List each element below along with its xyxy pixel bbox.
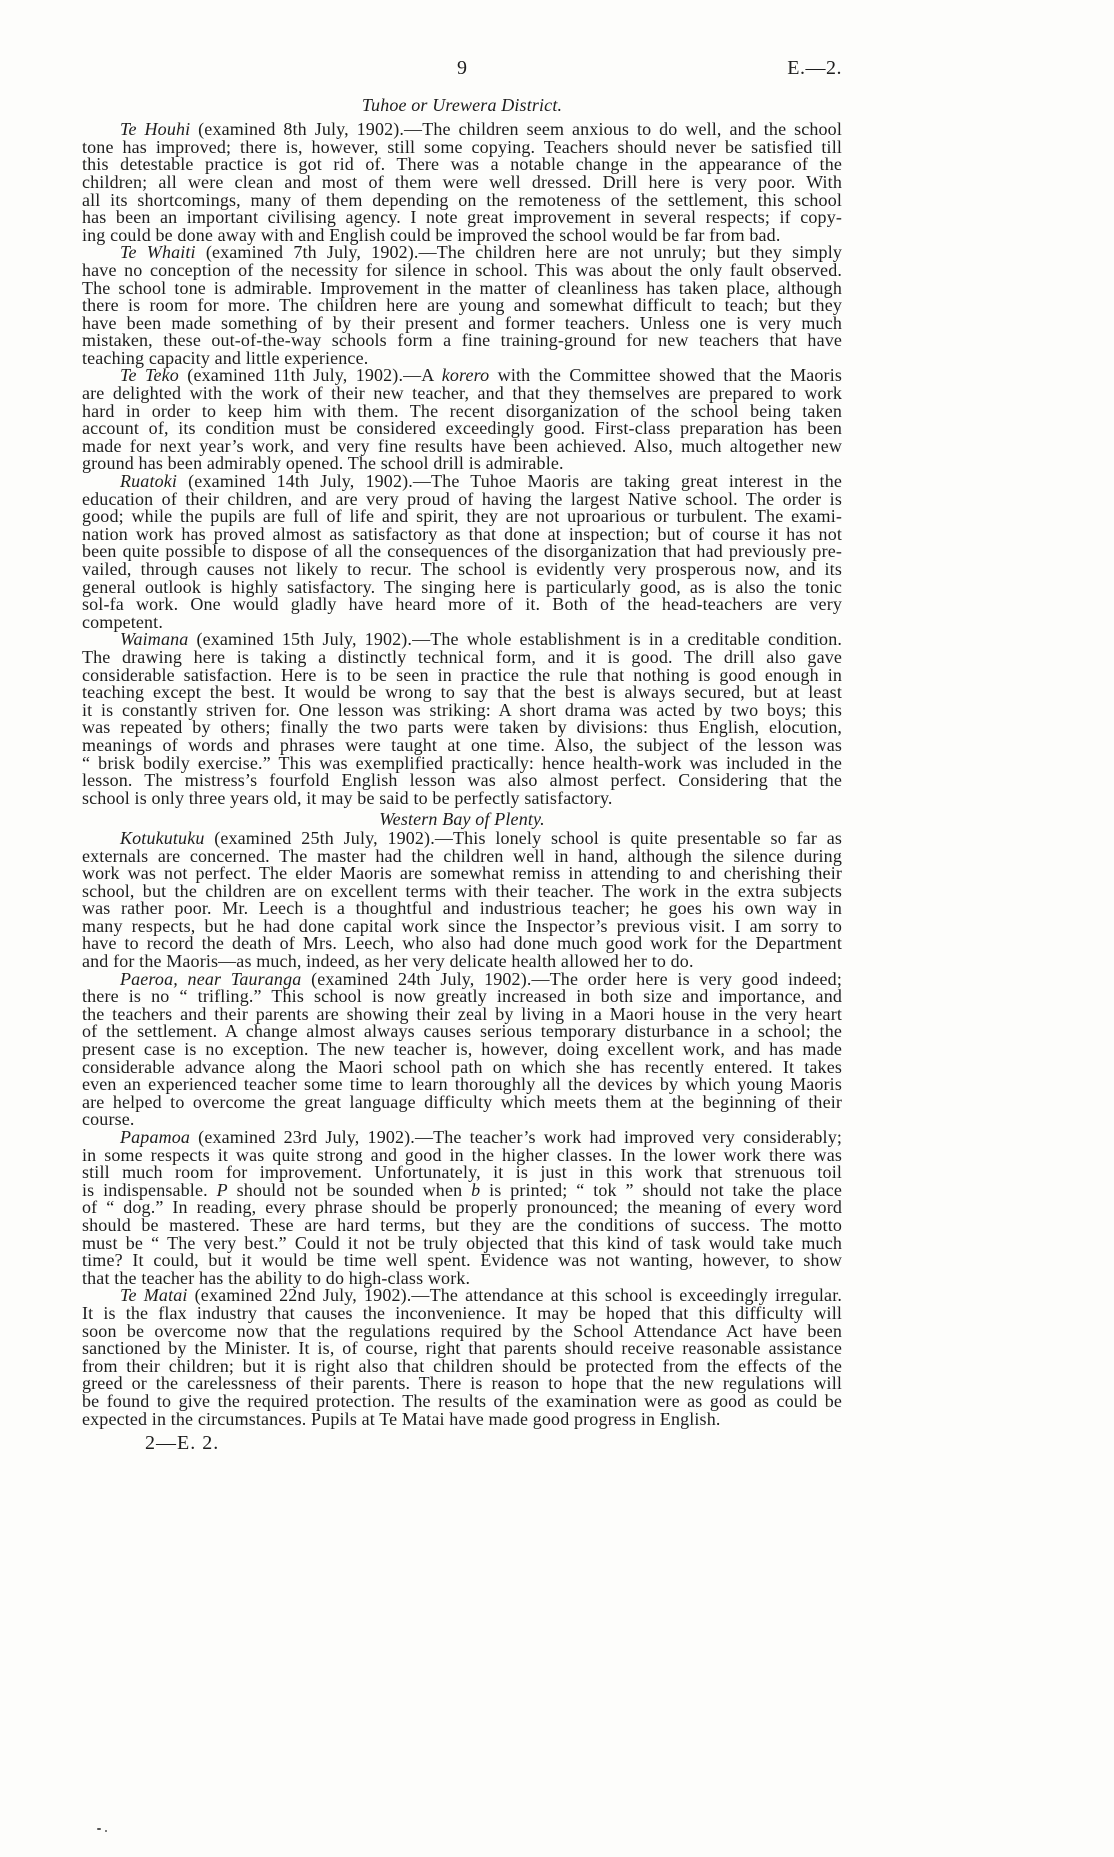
text-line: education of their children, and are very proud of having the largest Native school. The order is (82, 488, 842, 509)
running-head (82, 56, 842, 80)
text-line: even an experienced teacher some time to learn thoroughly all the devices by which young Maoris (82, 1074, 842, 1095)
text-segment: (examined 23rd July, 1902).—The teacher’s work had improved very considerably; (190, 1127, 842, 1147)
school-name: Ruatoki (120, 471, 178, 492)
text-line: competent. (82, 611, 163, 632)
text-line: The drawing here is taking a distinctly technical form, and it is good. The drill also gave (82, 646, 842, 667)
text-line: of “ dog.” In reading, every phrase should be properly pronounced; the meaning of every word (82, 1197, 842, 1218)
emphasis-text: korero (441, 365, 490, 386)
report-paragraph (82, 968, 842, 1130)
report-paragraph (82, 367, 842, 473)
text-line: school, but the children are on excellent terms with their teacher. The work in the extra subjects (82, 880, 842, 901)
text-line: lesson. The mistress’s fourfold English lesson was also almost perfect. Considering that the (82, 770, 842, 791)
school-name: Papamoa (120, 1127, 191, 1147)
text-line: meanings of words and phrases were taught at one time. Also, the subject of the lesson was (82, 734, 842, 755)
text-line: The school tone is admirable. Improvement in the matter of cleanliness has taken place, although (82, 277, 842, 298)
report-reference: E.—2. (787, 57, 842, 79)
text-line: there is room for more. The children here are young and somewhat difficult to teach; but they (82, 295, 842, 316)
text-line: of the settlement. A change almost always causes serious temporary disturbance in a school; the (82, 1021, 842, 1042)
school-name: Kotukutuku (120, 827, 205, 848)
text-line: many respects, but he had done capital work since the Inspector’s previous visit. I am sorry to (82, 915, 842, 936)
text-line: from their children; but it is right also that children should be protected from the effects of the (82, 1355, 842, 1376)
text-line: considerable satisfaction. Here is to be seen in practice the rule that nothing is good enough in (82, 664, 842, 685)
text-line: mistaken, these out-of-the-way schools form a fine training-ground for new teachers that have (82, 330, 842, 351)
text-segment: (examined 15th July, 1902).—The whole establishment is in a creditable condition. (188, 629, 842, 650)
text-line: should be mastered. These are hard terms, but they are the conditions of success. The motto (82, 1214, 842, 1235)
text-line: vailed, through causes not likely to recur. The school is evidently very prosperous now, and its (82, 559, 842, 580)
text-line: must be “ The very best.” Could it not be truly objected that this kind of task would take much (82, 1232, 842, 1253)
report-paragraph (82, 121, 842, 244)
school-name: Te Matai (120, 1285, 188, 1306)
text-line: all its shortcomings, many of them depending on the remoteness of the settlement, this school (82, 189, 842, 210)
emphasis-text: P (216, 1179, 228, 1200)
report-paragraph (82, 473, 842, 631)
text-segment: (examined 24th July, 1902).—The order here is very good indeed; (301, 968, 842, 989)
text-line: made for next year’s work, and very fine results have been achieved. Also, much altogether new (82, 435, 842, 456)
text-line: it is constantly striven for. One lesson was striking: A short drama was acted by two boys; this (82, 699, 842, 720)
school-name: Paeroa, near Tauranga (120, 968, 302, 989)
report-paragraph (82, 1287, 842, 1428)
text-segment: (examined 7th July, 1902).—The children here are not unruly; but they simply (195, 242, 842, 263)
text-segment: (examined 8th July, 1902).—The children seem anxious to do well, and the school (190, 119, 842, 140)
section-paragraphs (82, 827, 842, 1429)
text-line: in some respects it was quite strong and good in the higher classes. In the lower work there was (82, 1144, 842, 1165)
text-line: children; all were clean and most of them were well dressed. Drill here is very poor. With (82, 171, 842, 192)
text-line: there is no “ trifling.” This school is now greatly increased in both size and importance, and (82, 986, 842, 1007)
text-line: “ brisk bodily exercise.” This was exemplified practically: hence health-work was included in the (82, 752, 842, 773)
report-body (82, 97, 842, 1428)
text-line: was repeated by others; finally the two parts were taken by divisions: thus English, elocution, (82, 717, 842, 738)
text-line: school is only three years old, it may be said to be perfectly satisfactory. (82, 787, 613, 808)
text-line: has been an important civilising agency. I note great improvement in several respects; if copy- (82, 207, 842, 228)
text-line: teaching capacity and little experience. (82, 347, 369, 368)
text-line: account of, its condition must be considered exceedingly good. First-class preparation has been (82, 418, 842, 439)
text-line: externals are concerned. The master had the children well in hand, although the silence during (82, 845, 842, 866)
text-line: soon be overcome now that the regulations required by the School Attendance Act have been (82, 1320, 842, 1341)
text-line: teaching except the best. It would be wrong to say that the best is always secured, but at least (82, 682, 842, 703)
school-name: Te Whaiti (120, 242, 196, 263)
text-line: been quite possible to dispose of all the consequences of the disorganization that had previously pre- (82, 541, 842, 562)
district-section (82, 97, 842, 807)
text-line: course. (82, 1109, 135, 1130)
report-paragraph (82, 631, 842, 807)
text-line: It is the flax industry that causes the inconvenience. It may be hoped that this difficulty will (82, 1302, 842, 1323)
report-paragraph (82, 244, 842, 367)
scan-mark (97, 1827, 111, 1833)
text-line: sanctioned by the Minister. It is, of course, right that parents should receive reasonable assistance (82, 1338, 842, 1359)
text-line: considerable advance along the Maori school path on which she has recently entered. It takes (82, 1056, 842, 1077)
text-segment: should not be sounded when (227, 1179, 472, 1200)
text-line: still much room for improvement. Unfortunately, it is just in this work that strenuous toil (82, 1162, 842, 1183)
text-line: hard in order to keep him with them. The recent disorganization of the school being taken (82, 400, 842, 421)
text-line: the teachers and their parents are showing their zeal by living in a Maori house in the very heart (82, 1003, 842, 1024)
text-line: have been made something of by their present and former teachers. Unless one is very much (82, 312, 842, 333)
text-line: sol-fa work. One would gladly have heard more of it. Both of the head-teachers are very (82, 594, 842, 615)
text-line: good; while the pupils are full of life and spirit, they are not uproarious or turbulent. The exami- (82, 506, 842, 527)
section-heading: Western Bay of Plenty. (379, 808, 545, 829)
text-line: was rather poor. Mr. Leech is a thoughtful and industrious teacher; he goes his own way in (82, 898, 842, 919)
text-line: greed or the carelessness of their parents. There is reason to hope that the new regulations will (82, 1373, 842, 1394)
text-line: time? It could, but it would be time well spent. Evidence was not wanting, however, to show (82, 1250, 842, 1271)
school-name: Te Teko (120, 365, 179, 386)
text-line (82, 473, 842, 491)
text-line: have to record the death of Mrs. Leech, who also had done much good work for the Department (82, 933, 842, 954)
text-segment: (examined 22nd July, 1902).—The attendance at this school is exceedingly irregular. (187, 1285, 842, 1306)
text-segment: (examined 14th July, 1902).—The Tuhoe Maoris are taking great interest in the (177, 471, 842, 492)
text-line: general outlook is highly satisfactory. The singing here is particularly good, as is also the tonic (82, 576, 842, 597)
text-line: tone has improved; there is, however, still some copying. Teachers should never be satisfied till (82, 136, 842, 157)
text-line: be found to give the required protection. The results of the examination were as good as could be (82, 1390, 842, 1411)
report-paragraph (82, 1129, 842, 1287)
text-line: are delighted with the work of their new teacher, and that they themselves are prepared to work (82, 383, 842, 404)
text-line: that the teacher has the ability to do high-class work. (82, 1267, 471, 1288)
text-line: this detestable practice is got rid of. There was a notable change in the appearance of the (82, 154, 842, 175)
text-line: are helped to overcome the great language difficulty which meets them at the beginning of their (82, 1091, 842, 1112)
school-name: Waimana (120, 629, 189, 650)
text-line: present case is no exception. The new teacher is, however, doing excellent work, and has made (82, 1039, 842, 1060)
text-line: expected in the circumstances. Pupils at Te Matai have made good progress in English. (82, 1408, 721, 1429)
text-line (82, 827, 842, 848)
text-line (82, 1129, 842, 1147)
text-segment: (examined 11th July, 1902).—A (178, 365, 442, 386)
text-segment: is indispensable. (82, 1179, 217, 1200)
text-segment: with the Committee showed that the Maoris (489, 365, 842, 386)
page-number: 9 (457, 57, 467, 79)
printer-signature: 2—E. 2. (145, 1432, 220, 1454)
text-line: work was not perfect. The elder Maoris are somewhat remiss in attending to and cherishing their (82, 863, 842, 884)
report-paragraph (82, 827, 842, 972)
text-line: nation work has proved almost as satisfactory as that done at inspection; but of course it has not (82, 523, 842, 544)
text-line: have no conception of the necessity for silence in school. This was about the only fault observed. (82, 259, 842, 280)
text-segment: (examined 25th July, 1902).—This lonely school is quite presentable so far as (204, 827, 842, 848)
text-line: and for the Maoris—as much, indeed, as her very delicate health allowed her to do. (82, 951, 694, 972)
text-line: ing could be done away with and English could be improved the school would be far from bad. (82, 224, 781, 245)
district-section (82, 808, 842, 1429)
section-paragraphs (82, 121, 842, 807)
school-name: Te Houhi (120, 119, 191, 140)
section-heading: Tuhoe or Urewera District. (361, 95, 563, 116)
text-line: ground has been admirably opened. The school drill is admirable. (82, 453, 564, 474)
emphasis-text: b (471, 1179, 481, 1200)
text-segment: is printed; “ tok ” should not take the place (480, 1179, 842, 1200)
